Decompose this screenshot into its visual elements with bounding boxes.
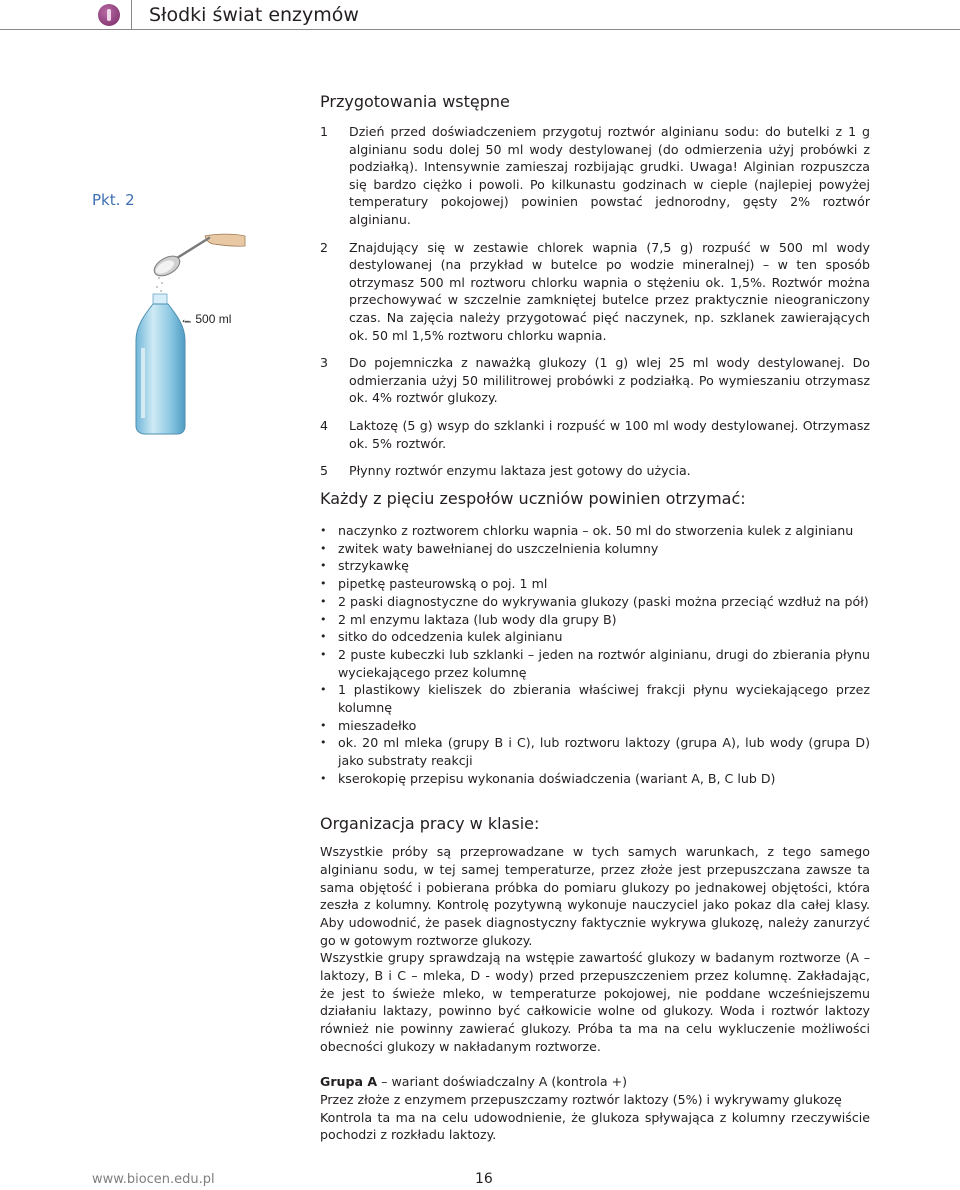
list-item: [320, 417, 870, 452]
list-item: [320, 593, 870, 611]
organization-paragraph-2: Wszystkie grupy sprawdzają na wstępie zawartość glukozy w badanym roztworze (A – laktozy, B i C – mleka, D - wody) przed przepuszczeniem przez kolumnę. Zakładając, że jest to świeże mleko, w temperaturze pokojowej, nie poddane wcześniejszemu działaniu laktazy, powinno być całkowicie wolne od glukozy. Woda i roztwór laktozy również nie powinny zawierać glukozy. Próba ta ma na celu wykluczenie możliwości obecności glukozy w nakładanym roztworze.: [320, 950, 870, 1054]
list-item-text: 2 puste kubeczki lub szklanki – jeden na roztwór alginianu, drugi do zbierania płynu wyciekającego przez kolumnę: [338, 646, 870, 680]
bullet-icon: •: [320, 612, 327, 626]
header-title: Słodki świat enzymów: [149, 4, 359, 26]
list-item: [320, 354, 870, 407]
section-label: Pkt. 2: [92, 191, 135, 209]
list-item: [320, 462, 870, 480]
list-item: [320, 717, 870, 735]
bottle-illustration: [133, 230, 253, 435]
logo-icon: [98, 4, 120, 26]
organization-heading: Organizacja pracy w klasie:: [320, 814, 540, 833]
volume-text: 500 ml: [195, 312, 232, 326]
list-item: [320, 239, 870, 345]
prep-steps-list: [320, 123, 870, 490]
bullet-icon: •: [320, 541, 327, 555]
bullet-icon: •: [320, 736, 327, 750]
list-item-text: strzykawkę: [338, 558, 409, 574]
list-item-text: ok. 20 ml mleka (grupy B i C), lub roztworu laktozy (grupa A), lub wody (grupa D) jako substraty reakcji: [338, 735, 870, 769]
list-item-text: zwitek waty bawełnianej do uszczelnienia kolumny: [338, 540, 659, 556]
list-item-text: mieszadełko: [338, 717, 417, 733]
bullet-icon: •: [320, 647, 327, 661]
list-item: [320, 123, 870, 229]
bullet-icon: •: [320, 594, 327, 608]
bullet-icon: •: [320, 559, 327, 573]
supplies-heading: Każdy z pięciu zespołów uczniów powinien otrzymać:: [320, 489, 746, 508]
step-number: 4: [320, 417, 329, 433]
group-a-variant: – wariant doświadczalny A (kontrola +): [377, 1074, 628, 1089]
step-number: 1: [320, 124, 329, 139]
arrow-left-icon: ←: [180, 312, 192, 326]
prep-heading: Przygotowania wstępne: [320, 92, 510, 111]
bullet-icon: •: [320, 718, 327, 732]
step-text: Laktozę (5 g) wsyp do szklanki i rozpuść w 100 ml wody destylowanej. Otrzymasz ok. 5% roztwór.: [349, 417, 870, 451]
list-item: [320, 770, 870, 788]
supplies-list: [320, 522, 870, 788]
list-item-text: pipetkę pasteurowską o poj. 1 ml: [338, 576, 548, 592]
list-item: [320, 734, 870, 769]
list-item-text: kserokopię przepisu wykonania doświadczenia (wariant A, B, C lub D): [338, 770, 776, 786]
bullet-icon: •: [320, 771, 327, 785]
step-number: 5: [320, 463, 329, 479]
step-text: Znajdujący się w zestawie chlorek wapnia (7,5 g) rozpuść w 500 ml wody destylowanej (na przykład w butelce po wodzie mineralnej) – w ten sposób otrzymasz 500 ml roztworu chlorku wapnia o stężeniu ok. 1,5%. Roztwór można przechowywać w szczelnie zamkniętej butelce przez praktycznie nieograniczony czas. Na zajęcia należy przygotować pięć naczynek, np. szklanek zawierających ok. 50 ml 1,5% roztworu chlorku wapnia.: [349, 239, 870, 343]
group-a-line-1: Przez złoże z enzymem przepuszczamy roztwór laktozy (5%) i wykrywamy glukozę: [320, 1091, 842, 1107]
step-number: 2: [320, 239, 329, 255]
page-number: 16: [475, 1171, 493, 1187]
footer-url: www.biocen.edu.pl: [92, 1172, 215, 1187]
bullet-icon: •: [320, 524, 327, 537]
bottle-volume-label: [180, 312, 231, 326]
list-item-text: naczynko z roztworem chlorku wapnia – ok. 50 ml do stworzenia kulek z alginianu: [338, 523, 854, 538]
group-a-line-2: Kontrola ta ma na celu udowodnienie, że glukoza spływająca z kolumny rzeczywiście pochodzi z rozkładu laktozy.: [320, 1109, 870, 1143]
list-item: [320, 575, 870, 593]
list-item: [320, 628, 870, 646]
step-text: Płynny roztwór enzymu laktaza jest gotowy do użycia.: [349, 463, 691, 479]
bullet-icon: •: [320, 577, 327, 591]
list-item: [320, 540, 870, 558]
list-item-text: 2 paski diagnostyczne do wykrywania glukozy (paski można przeciąć wzdłuż na pół): [338, 593, 869, 609]
group-a-block: [320, 1073, 870, 1144]
page-header: [0, 0, 960, 30]
list-item: [320, 611, 870, 629]
group-a-label: Grupa A: [320, 1074, 378, 1089]
list-item-text: 1 plastikowy kieliszek do zbierania właściwej frakcji płynu wyciekającego przez kolumnę: [338, 682, 870, 716]
list-item: [320, 681, 870, 716]
organization-paragraph-1: Wszystkie próby są przeprowadzane w tych samych warunkach, z tego samego alginianu sodu, w tej samej temperaturze, przez złoże jest przepuszczana zawsze ta sama objętość i pobierana próbka do pomiaru glukozy po jednakowej objętości, która zeszła z kolumny. Kontrolę pozytywną wykonuje nauczyciel jako pokaz dla całej klasy. Aby udowodnić, że pasek diagnostyczny faktycznie wykrywa glukozę, należy zanurzyć go w gotowym roztworze glukozy.: [320, 844, 870, 948]
list-item: [320, 557, 870, 575]
list-item-text: sitko do odcedzenia kulek alginianu: [338, 629, 563, 645]
header-divider: [131, 0, 132, 30]
list-item-text: 2 ml enzymu laktaza (lub wody dla grupy B): [338, 611, 617, 627]
list-item: [320, 646, 870, 681]
bullet-icon: •: [320, 683, 327, 697]
bullet-icon: •: [320, 630, 327, 644]
step-text: Dzień przed doświadczeniem przygotuj roztwór alginianu sodu: do butelki z 1 g alginianu sodu dolej 50 ml wody destylowanej (do odmierzenia użyj probówki z podziałką). Intensywnie zamieszaj rozbijając grudki. Uwaga! Alginian rozpuszcza się bardzo ciężko i powoli. Po kilkunastu godzinach w cieple (najlepiej powyżej temperatury pokojowej) powinien powstać jednorodny, gęsty 2% roztwór alginianu.: [349, 124, 870, 227]
list-item: [320, 522, 870, 540]
step-text: Do pojemniczka z naważką glukozy (1 g) wlej 25 ml wody destylowanej. Do odmierzania użyj 50 mililitrowej probówki z podziałką. Po wymieszaniu otrzymasz ok. 4% roztwór glukozy.: [349, 355, 870, 406]
step-number: 3: [320, 355, 329, 371]
